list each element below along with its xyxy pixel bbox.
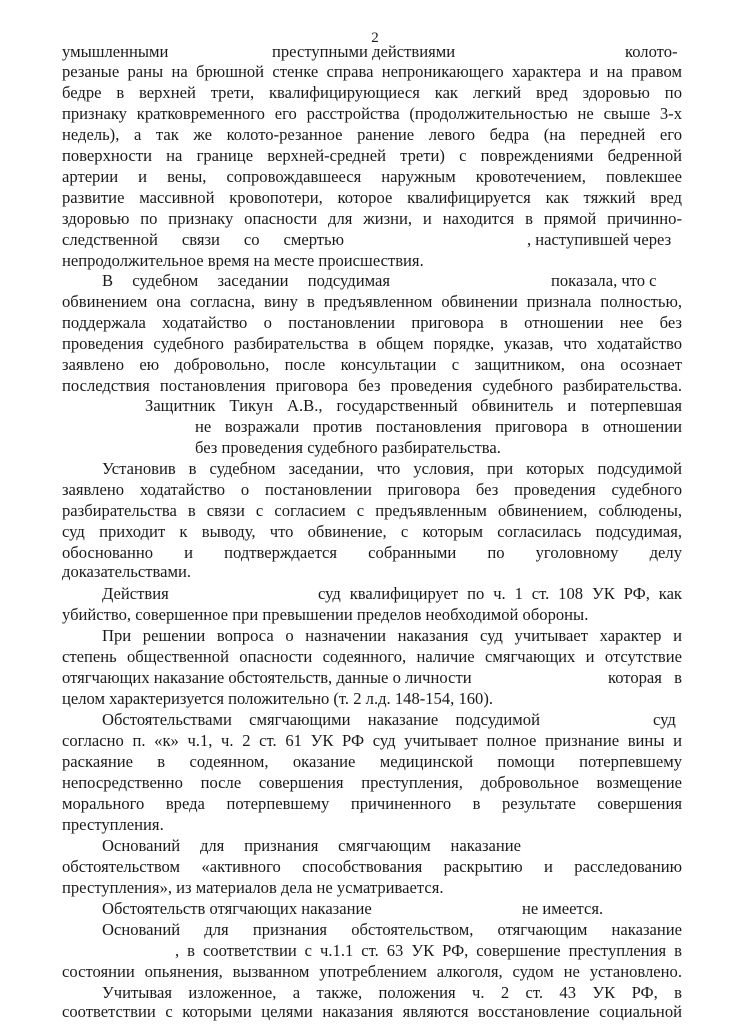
text-line: Учитывая изложенное, а также, положения ч. 2 ст. 43 УК РФ, в xyxy=(102,983,682,1002)
text-line: артерии и вены, сопровождавшееся наружным кровотечением, повлекшее xyxy=(62,167,682,186)
text-line: согласно п. «к» ч.1, ч. 2 ст. 61 УК РФ суд учитывает полное признание вины и xyxy=(62,731,682,750)
text-line: Обстоятельств отягчающих наказание xyxy=(102,899,372,918)
text-line: проведения судебного разбирательства в общем порядке, указав, что ходатайство xyxy=(62,334,682,353)
text-line: степень общественной опасности содеянного, наличие смягчающих и отсутствие xyxy=(62,647,682,666)
text-line: суд xyxy=(653,710,676,729)
text-line: доказательствами. xyxy=(62,562,191,581)
text-line: обоснованно и подтверждается собранными по уголовному делу xyxy=(62,543,682,562)
text-line: Обстоятельствами смягчающими наказание подсудимой xyxy=(102,710,540,729)
text-line: соответствии с которыми целями наказания являются восстановление социальной xyxy=(62,1002,682,1021)
text-line: Действия xyxy=(102,584,169,603)
text-line: , наступившей через xyxy=(527,230,672,249)
text-line: поддержала ходатайство о постановлении приговора в отношении нее без xyxy=(62,313,682,332)
text-line: преступными действиями xyxy=(272,42,456,61)
text-line: суд квалифицирует по ч. 1 ст. 108 УК РФ, как xyxy=(318,584,682,603)
text-line: морального вреда потерпевшему причиненного в результате совершения xyxy=(62,794,682,813)
text-line: умышленными xyxy=(62,42,169,61)
text-line: При решении вопроса о назначении наказания суд учитывает характер и xyxy=(102,626,682,645)
text-line: Оснований для признания смягчающим наказание xyxy=(102,836,521,855)
text-line: , в соответствии с ч.1.1 ст. 63 УК РФ, совершение преступления в xyxy=(175,941,682,960)
text-line: раскаяние в содеянном, оказание медицинской помощи потерпевшему xyxy=(62,752,682,771)
text-line: последствия постановления приговора без проведения судебного разбирательства. xyxy=(62,376,682,395)
text-line: заявлено ходатайство о постановлении приговора без проведения судебного xyxy=(62,480,682,499)
text-line: колото- xyxy=(625,42,678,61)
text-line: без проведения судебного разбирательства. xyxy=(195,438,501,457)
text-line: целом характеризуется положительно (т. 2 л.д. 148-154, 160). xyxy=(62,689,494,708)
text-line: Установив в судебном заседании, что условия, при которых подсудимой xyxy=(102,459,682,478)
text-line: обвинением она согласна, вину в предъявленном обвинении признала полностью, xyxy=(62,292,682,311)
text-line: непродолжительное время на месте происшествия. xyxy=(62,251,424,270)
text-line: бедре в верхней трети, квалифицирующиеся как легкий вред здоровью по xyxy=(62,83,682,102)
text-line: резаные раны на брюшной стенке справа непроникающего характера и на правом xyxy=(62,62,682,81)
text-line: обстоятельством «активного способствования раскрытию и расследованию xyxy=(62,857,682,876)
text-line: недель), а так же колото-резанное ранение левого бедра (на передней его xyxy=(62,125,682,144)
text-line: преступления», из материалов дела не усматривается. xyxy=(62,878,444,897)
text-line: развитие массивной кровопотери, которое квалифицируется как тяжкий вред xyxy=(62,188,682,207)
text-line: которая в xyxy=(608,668,682,687)
text-line: суд приходит к выводу, что обвинение, с которым согласилась подсудимая, xyxy=(62,522,682,541)
text-line: показала, что с xyxy=(551,271,657,290)
text-line: не возражали против постановления приговора в отношении xyxy=(195,417,682,436)
text-line: В судебном заседании подсудимая xyxy=(102,271,390,290)
text-line: отягчающих наказание обстоятельств, данные о личности xyxy=(62,668,472,687)
text-line: поверхности на границе верхней-средней трети) с повреждениями бедренной xyxy=(62,146,682,165)
text-line: заявлено ею добровольно, после консультации с защитником, она осознает xyxy=(62,355,682,374)
text-line: Оснований для признания обстоятельством, отягчающим наказание xyxy=(102,920,682,939)
text-line: состоянии опьянения, вызванном употреблением алкоголя, судом не установлено. xyxy=(62,962,682,981)
text-line: преступления. xyxy=(62,815,164,834)
text-line: следственной связи со смертью xyxy=(62,230,344,249)
text-line: непосредственно после совершения преступления, добровольное возмещение xyxy=(62,773,682,792)
text-line: разбирательства в связи с согласием с предъявленным обвинением, соблюдены, xyxy=(62,501,682,520)
text-line: убийство, совершенное при превышении пределов необходимой обороны. xyxy=(62,605,589,624)
page-number: 2 xyxy=(371,30,379,46)
text-line: признаку кратковременного его расстройства (продолжительностью не свыше 3-х xyxy=(62,104,682,123)
text-line: не имеется. xyxy=(522,899,604,918)
text-line: Защитник Тикун А.В., государственный обвинитель и потерпевшая xyxy=(145,396,682,415)
text-line: здоровью по признаку опасности для жизни, и находится в прямой причинно- xyxy=(62,209,682,228)
